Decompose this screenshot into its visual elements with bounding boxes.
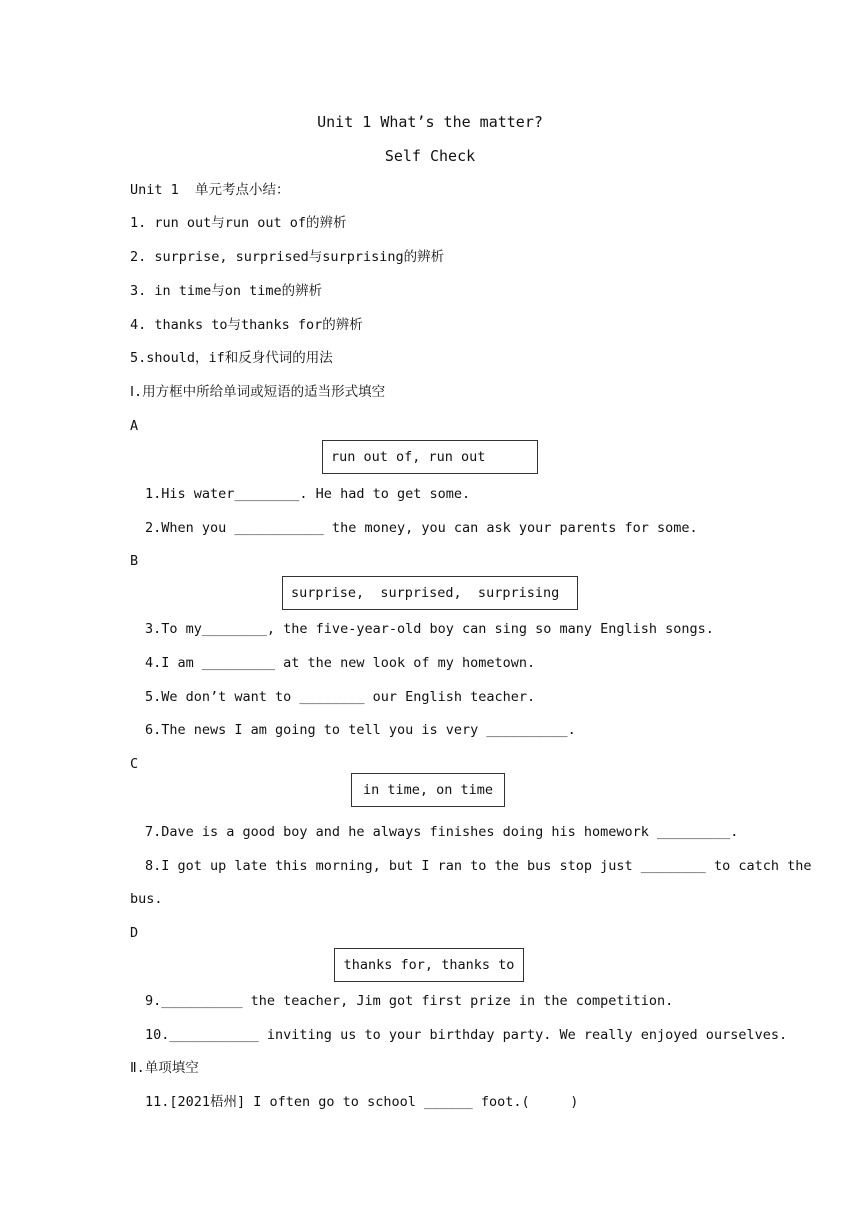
word-box-c: in time, on time (351, 773, 505, 807)
group-letter-d: D (130, 925, 139, 941)
page-subtitle: Self Check (384, 147, 476, 165)
group-letter-c: C (130, 756, 139, 772)
question-8: 8.I got up late this morning, but I ran to the bus stop just ________ to catch the (145, 858, 812, 874)
question-5: 5.We don’t want to ________ our English teacher. (145, 689, 536, 705)
summary-item: 1. run out与run out of的辨析 (130, 215, 347, 231)
question-10: 10.___________ inviting us to your birthday party. We really enjoyed ourselves. (145, 1027, 788, 1043)
word-box-a: run out of, run out (322, 440, 538, 474)
word-box-d: thanks for, thanks to (334, 948, 524, 982)
word-box-b: surprise, surprised, surprising (282, 576, 578, 610)
summary-item: 4. thanks to与thanks for的辨析 (130, 317, 363, 333)
question-11: 11.[2021梧州] I often go to school ______ foot.( ) (145, 1094, 579, 1110)
group-letter-b: B (130, 553, 139, 569)
section-1-heading: Ⅰ.用方框中所给单词或短语的适当形式填空 (130, 384, 386, 400)
summary-item: 3. in time与on time的辨析 (130, 283, 323, 299)
question-1: 1.His water________. He had to get some. (145, 486, 471, 502)
question-8-continued: bus. (130, 891, 163, 907)
question-7: 7.Dave is a good boy and he always finishes doing his homework _________. (145, 824, 739, 840)
question-9: 9.__________ the teacher, Jim got first prize in the competition. (145, 993, 674, 1009)
question-2: 2.When you ___________ the money, you can ask your parents for some. (145, 520, 698, 536)
summary-item: 2. surprise, surprised与surprising的辨析 (130, 249, 445, 265)
question-3: 3.To my________, the five-year-old boy can sing so many English songs. (145, 621, 714, 637)
group-letter-a: A (130, 418, 139, 434)
page-title: Unit 1 What’s the matter? (317, 113, 543, 131)
question-4: 4.I am _________ at the new look of my hometown. (145, 655, 536, 671)
question-6: 6.The news I am going to tell you is very __________. (145, 722, 576, 738)
section-2-heading: Ⅱ.单项填空 (130, 1060, 199, 1076)
summary-item: 5.should，if和反身代词的用法 (130, 350, 333, 366)
summary-heading: Unit 1 单元考点小结： (130, 182, 290, 198)
